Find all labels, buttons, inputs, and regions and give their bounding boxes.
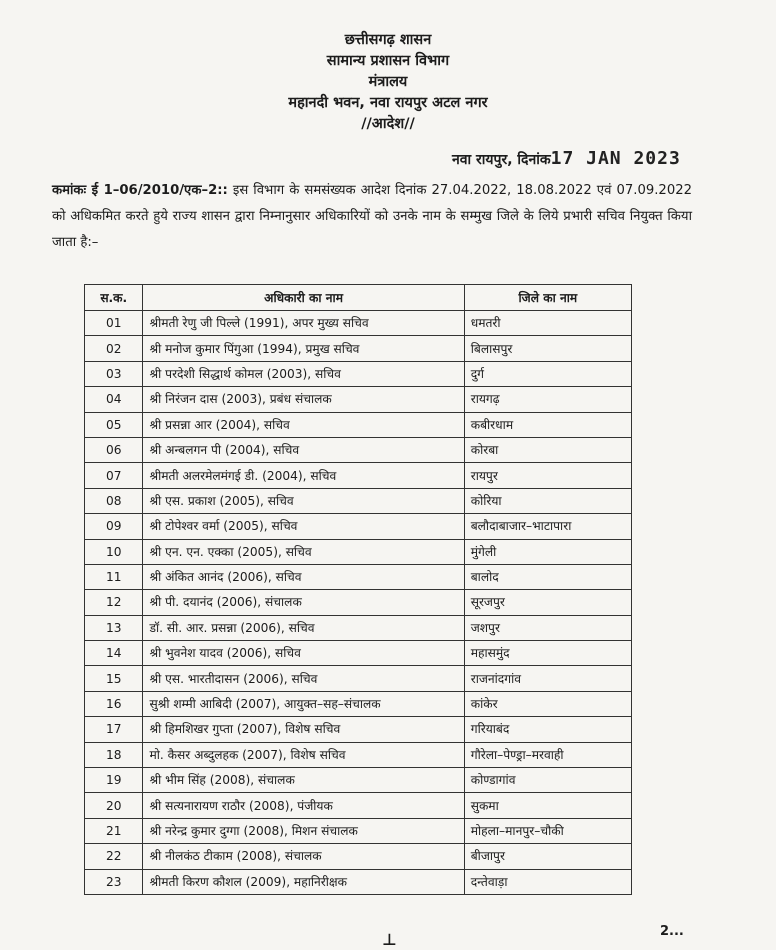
serial-cell: 17 bbox=[85, 717, 143, 742]
officer-name-cell: श्री अंकित आनंद (2006), सचिव bbox=[143, 564, 464, 589]
serial-cell: 18 bbox=[85, 742, 143, 767]
district-cell: कोण्डागांव bbox=[464, 768, 631, 793]
serial-cell: 09 bbox=[85, 514, 143, 539]
officer-district-table bbox=[84, 284, 632, 895]
table-row bbox=[85, 717, 632, 742]
serial-cell: 13 bbox=[85, 615, 143, 640]
district-cell: बीजापुर bbox=[464, 844, 631, 869]
table-row bbox=[85, 793, 632, 818]
table-row bbox=[85, 539, 632, 564]
officer-name-cell: श्री मनोज कुमार पिंगुआ (1994), प्रमुख सचिव bbox=[143, 336, 464, 361]
serial-cell: 14 bbox=[85, 641, 143, 666]
district-cell: दुर्ग bbox=[464, 361, 631, 386]
district-cell: मुंगेली bbox=[464, 539, 631, 564]
table-row bbox=[85, 564, 632, 589]
district-cell: सूरजपुर bbox=[464, 590, 631, 615]
officer-name-cell: श्री परदेशी सिद्धार्थ कोमल (2003), सचिव bbox=[143, 361, 464, 386]
serial-cell: 03 bbox=[85, 361, 143, 386]
order-reference: कमांकः ई 1–06/2010/एक–2:: bbox=[52, 183, 228, 198]
table-row bbox=[85, 768, 632, 793]
table-row bbox=[85, 869, 632, 894]
header-serial: स.क. bbox=[85, 285, 143, 311]
serial-cell: 07 bbox=[85, 463, 143, 488]
district-cell: बलौदाबाजार–भाटापारा bbox=[464, 514, 631, 539]
officer-name-cell: श्री नीलकंठ टीकाम (2008), संचालक bbox=[143, 844, 464, 869]
officer-name-cell: श्री सत्यनारायण राठौर (2008), पंजीयक bbox=[143, 793, 464, 818]
district-cell: कांकेर bbox=[464, 691, 631, 716]
table-row bbox=[85, 412, 632, 437]
serial-cell: 06 bbox=[85, 437, 143, 462]
district-cell: गरियाबंद bbox=[464, 717, 631, 742]
header-order-title: //आदेश// bbox=[361, 116, 415, 132]
table-row bbox=[85, 336, 632, 361]
serial-cell: 22 bbox=[85, 844, 143, 869]
table-body bbox=[85, 311, 632, 895]
district-cell: बालोद bbox=[464, 564, 631, 589]
table-row bbox=[85, 615, 632, 640]
officer-name-cell: श्री नरेन्द्र कुमार दुग्गा (2008), मिशन संचालक bbox=[143, 818, 464, 843]
officer-name-cell: श्री भुवनेश यादव (2006), सचिव bbox=[143, 641, 464, 666]
table-row bbox=[85, 590, 632, 615]
district-cell: रायगढ़ bbox=[464, 387, 631, 412]
table-row bbox=[85, 488, 632, 513]
order-paragraph bbox=[52, 178, 692, 256]
district-cell: कबीरधाम bbox=[464, 412, 631, 437]
dateline-place: नवा रायपुर, दिनांक bbox=[452, 152, 551, 168]
serial-cell: 20 bbox=[85, 793, 143, 818]
district-cell: धमतरी bbox=[464, 311, 631, 336]
district-cell: दन्तेवाड़ा bbox=[464, 869, 631, 894]
serial-cell: 12 bbox=[85, 590, 143, 615]
serial-cell: 23 bbox=[85, 869, 143, 894]
district-cell: राजनांदगांव bbox=[464, 666, 631, 691]
district-cell: सुकमा bbox=[464, 793, 631, 818]
header-government: छत्तीसगढ़ शासन bbox=[344, 32, 432, 48]
serial-cell: 08 bbox=[85, 488, 143, 513]
table-row bbox=[85, 387, 632, 412]
officer-name-cell: श्री भीम सिंह (2008), संचालक bbox=[143, 768, 464, 793]
signature-mark: ⊥ bbox=[382, 930, 397, 949]
header-district-name: जिले का नाम bbox=[464, 285, 631, 311]
header-address: महानदी भवन, नवा रायपुर अटल नगर bbox=[288, 95, 488, 111]
officer-name-cell: श्रीमती रेणु जी पिल्ले (1991), अपर मुख्य सचिव bbox=[143, 311, 464, 336]
officer-name-cell: श्री टोपेश्वर वर्मा (2005), सचिव bbox=[143, 514, 464, 539]
district-cell: मोहला–मानपुर–चौकी bbox=[464, 818, 631, 843]
officer-name-cell: श्री निरंजन दास (2003), प्रबंध संचालक bbox=[143, 387, 464, 412]
serial-cell: 21 bbox=[85, 818, 143, 843]
table-row bbox=[85, 361, 632, 386]
serial-cell: 19 bbox=[85, 768, 143, 793]
header-officer-name: अधिकारी का नाम bbox=[143, 285, 464, 311]
serial-cell: 02 bbox=[85, 336, 143, 361]
officer-name-cell: श्रीमती अलरमेलमंगई डी. (2004), सचिव bbox=[143, 463, 464, 488]
serial-cell: 01 bbox=[85, 311, 143, 336]
officer-name-cell: श्री हिमशिखर गुप्ता (2007), विशेष सचिव bbox=[143, 717, 464, 742]
dateline bbox=[452, 148, 681, 169]
table-row bbox=[85, 844, 632, 869]
date-stamp: 17 JAN 2023 bbox=[550, 148, 681, 169]
table-row bbox=[85, 691, 632, 716]
serial-cell: 04 bbox=[85, 387, 143, 412]
serial-cell: 16 bbox=[85, 691, 143, 716]
officer-name-cell: श्रीमती किरण कौशल (2009), महानिरीक्षक bbox=[143, 869, 464, 894]
officer-name-cell: श्री प्रसन्ना आर (2004), सचिव bbox=[143, 412, 464, 437]
table-row bbox=[85, 311, 632, 336]
serial-cell: 10 bbox=[85, 539, 143, 564]
page-continuation: 2... bbox=[660, 924, 684, 939]
header-department: सामान्य प्रशासन विभाग bbox=[326, 53, 450, 69]
officer-name-cell: श्री एस. प्रकाश (2005), सचिव bbox=[143, 488, 464, 513]
officer-name-cell: श्री पी. दयानंद (2006), संचालक bbox=[143, 590, 464, 615]
district-cell: रायपुर bbox=[464, 463, 631, 488]
table-row bbox=[85, 437, 632, 462]
officer-name-cell: श्री अन्बलगन पी (2004), सचिव bbox=[143, 437, 464, 462]
serial-cell: 05 bbox=[85, 412, 143, 437]
district-cell: बिलासपुर bbox=[464, 336, 631, 361]
document-header bbox=[0, 30, 776, 135]
officer-name-cell: सुश्री शम्मी आबिदी (2007), आयुक्त–सह–संचालक bbox=[143, 691, 464, 716]
table-row bbox=[85, 514, 632, 539]
district-cell: जशपुर bbox=[464, 615, 631, 640]
district-cell: कोरिया bbox=[464, 488, 631, 513]
table-row bbox=[85, 463, 632, 488]
serial-cell: 15 bbox=[85, 666, 143, 691]
header-ministry: मंत्रालय bbox=[368, 74, 408, 90]
district-cell: कोरबा bbox=[464, 437, 631, 462]
table-row bbox=[85, 818, 632, 843]
officer-name-cell: श्री एन. एन. एक्का (2005), सचिव bbox=[143, 539, 464, 564]
table-row bbox=[85, 742, 632, 767]
officer-name-cell: डॉ. सी. आर. प्रसन्ना (2006), सचिव bbox=[143, 615, 464, 640]
officer-name-cell: मो. कैसर अब्दुलहक (2007), विशेष सचिव bbox=[143, 742, 464, 767]
serial-cell: 11 bbox=[85, 564, 143, 589]
table-header-row bbox=[85, 285, 632, 311]
district-cell: गौरेला–पेण्ड्रा–मरवाही bbox=[464, 742, 631, 767]
order-text: इस विभाग के समसंख्यक आदेश दिनांक 27.04.2022, 18.08.2022 एवं 07.09.2022 को अधिकमित करते हुये राज्य शासन द्वारा निम्नानुसार अधिकारियों को उनके नाम के सम्मुख जिले के लिये प्रभारी सचिव नियुक्त किया जाता है:– bbox=[52, 183, 692, 250]
table-row bbox=[85, 641, 632, 666]
table-row bbox=[85, 666, 632, 691]
officer-name-cell: श्री एस. भारतीदासन (2006), सचिव bbox=[143, 666, 464, 691]
district-cell: महासमुंद bbox=[464, 641, 631, 666]
